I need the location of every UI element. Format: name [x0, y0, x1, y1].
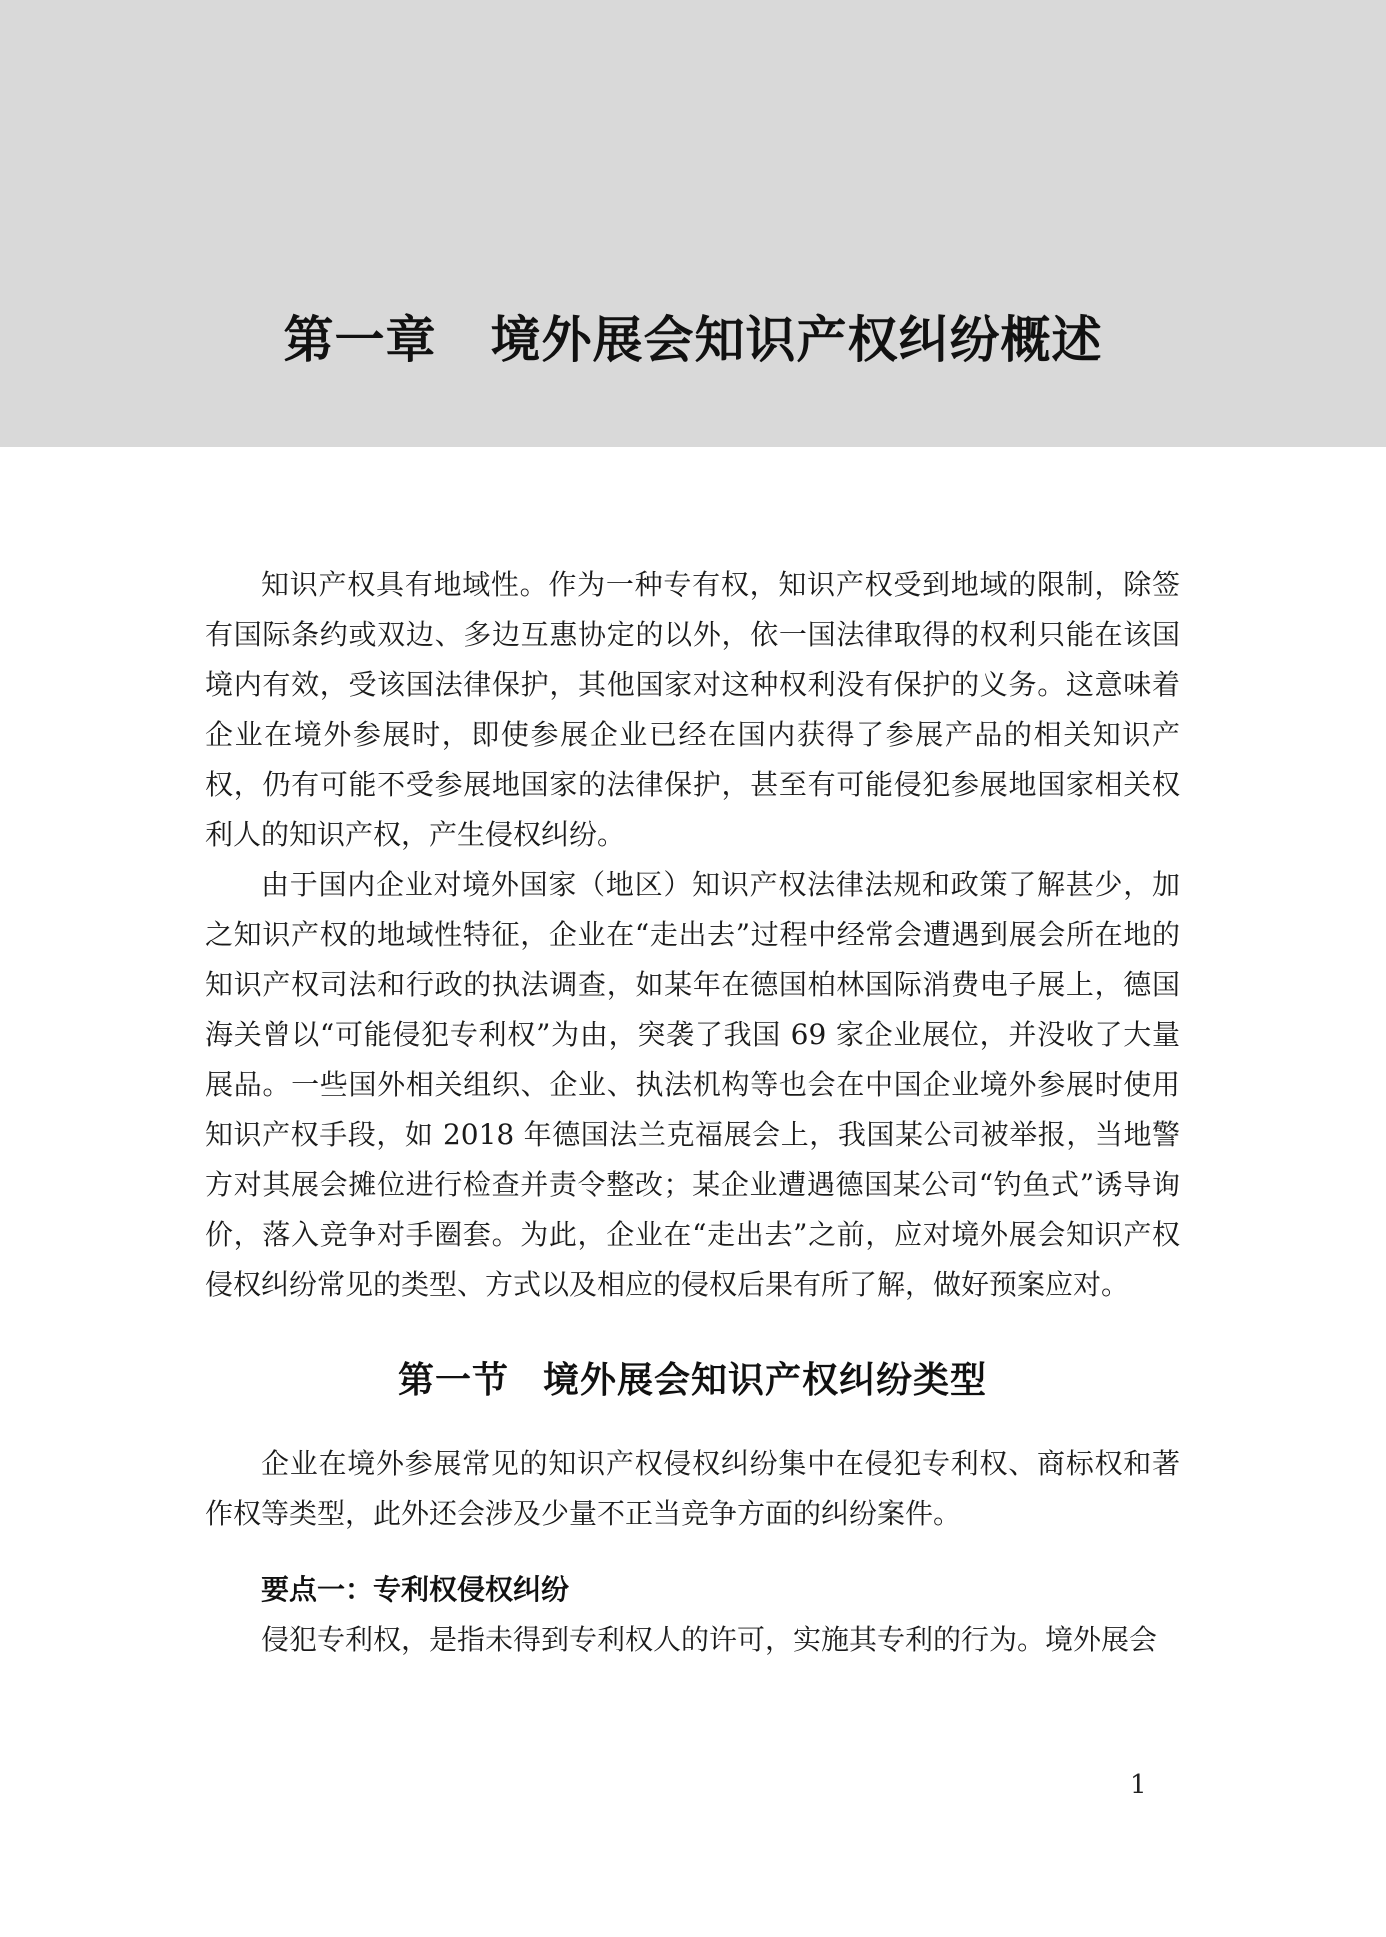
intro-paragraph-1: 知识产权具有地域性。作为一种专有权，知识产权受到地域的限制，除签有国际条约或双边、多边互惠协定的以外，依一国法律取得的权利只能在该国境内有效，受该国法律保护，其他国家对这种权利没有保护的义务。这意味着企业在境外参展时，即使参展企业已经在国内获得了参展产品的相关知识产权，仍有可能不受参展地国家的法律保护，甚至有可能侵犯参展地国家相关权利人的知识产权，产生侵权纠纷。 — [205, 568, 1180, 851]
section-title — [205, 1352, 1180, 1403]
section-paragraph: 企业在境外参展常见的知识产权侵权纠纷集中在侵犯专利权、商标权和著作权等类型，此外还会涉及少量不正当竞争方面的纠纷案件。 — [205, 1447, 1180, 1530]
page-number: 1 — [1130, 1770, 1147, 1800]
chapter-number: 第一章 — [283, 311, 437, 369]
page-body — [205, 560, 1180, 1665]
chapter-title — [0, 300, 1386, 372]
point-paragraph: 侵犯专利权，是指未得到专利权人的许可，实施其专利的行为。境外展会 — [261, 1623, 1158, 1656]
section-number: 第一节 — [397, 1360, 509, 1401]
point-title: 要点一：专利权侵权纠纷 — [261, 1573, 570, 1606]
chapter-banner — [0, 0, 1386, 447]
intro-paragraph-2: 由于国内企业对境外国家（地区）知识产权法律法规和政策了解甚少，加之知识产权的地域性特征，企业在“走出去”过程中经常会遭遇到展会所在地的知识产权司法和行政的执法调查，如某年在德国柏林国际消费电子展上，德国海关曾以“可能侵犯专利权”为由，突袭了我国 69 家企业展位，并没收了大量展品。一些国外相关组织、企业、执法机构等也会在中国企业境外参展时使用知识产权手段，如 2018 年德国法兰克福展会上，我国某公司被举报，当地警方对其展会摊位进行检查并责令整改；某企业遭遇德国某公司“钓鱼式”诱导询价，落入竞争对手圈套。为此，企业在“走出去”之前，应对境外展会知识产权侵权纠纷常见的类型、方式以及相应的侵权后果有所了解，做好预案应对。 — [205, 868, 1180, 1301]
section-title-text: 境外展会知识产权纠纷类型 — [543, 1360, 988, 1401]
chapter-title-text: 境外展会知识产权纠纷概述 — [490, 311, 1103, 369]
